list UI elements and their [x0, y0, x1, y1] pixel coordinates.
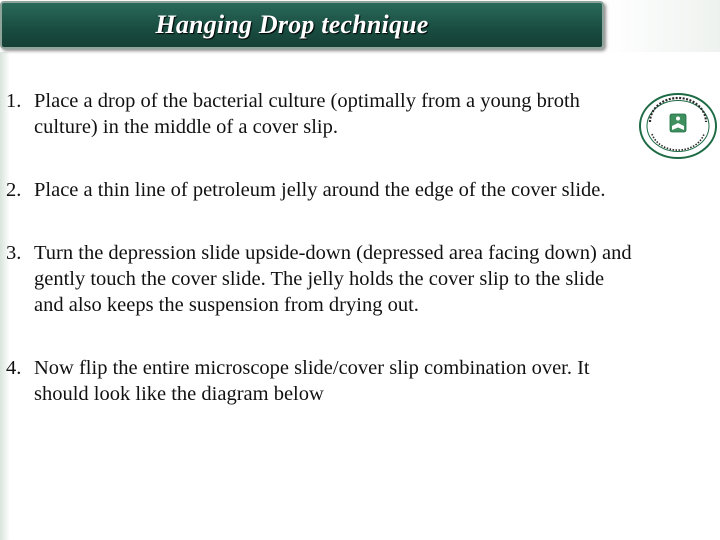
step-item [6, 240, 632, 318]
step-text: Place a drop of the bacterial culture (optimally from a young broth culture) in the middle of a cover slip. [34, 90, 580, 138]
step-text: Turn the depression slide upside-down (depressed area facing down) and gently touch the cover slide. The jelly holds the cover slip to the slide and also keeps the suspension from drying out. [34, 242, 632, 316]
step-text: Place a thin line of petroleum jelly around the edge of the cover slide. [34, 179, 606, 201]
step-number: 1. [6, 90, 22, 112]
seal-emblem-star [676, 117, 680, 121]
step-number: 3. [6, 242, 22, 264]
title-banner [0, 1, 604, 49]
step-text: Now flip the entire microscope slide/cover slip combination over. It should look like the diagram below [34, 357, 590, 405]
step-number: 4. [6, 357, 22, 379]
slide-title: Hanging Drop technique [155, 10, 429, 39]
steps-list [6, 88, 632, 407]
university-seal-logo [638, 92, 718, 160]
step-item [6, 355, 632, 407]
step-item [6, 88, 632, 140]
step-item [6, 177, 632, 203]
step-number: 2. [6, 179, 22, 201]
